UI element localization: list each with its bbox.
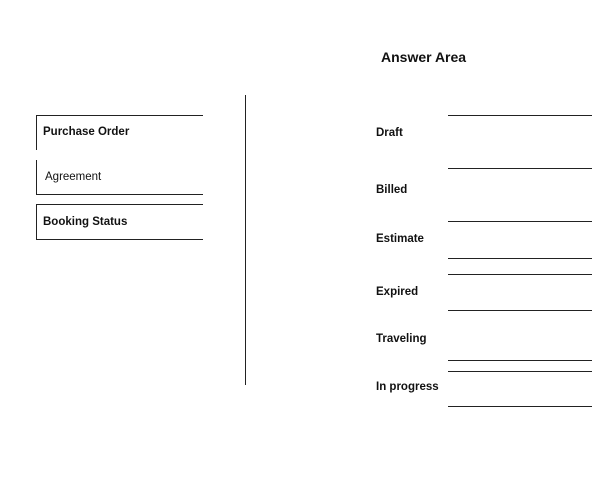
target-label-billed: Billed [376, 184, 408, 196]
source-item-label: Purchase Order [43, 126, 130, 138]
target-label-draft: Draft [376, 127, 403, 139]
drop-zone-top-border [448, 371, 592, 372]
drop-zone-draft[interactable] [448, 115, 592, 168]
box-bottom-border [37, 194, 203, 195]
drop-zone-billed[interactable] [448, 168, 592, 221]
drop-zone-in-progress[interactable] [448, 371, 592, 406]
box-top-border [37, 204, 203, 205]
drop-zone-top-border [448, 115, 592, 116]
box-bottom-border [37, 239, 203, 240]
drop-zone-bottom-border [448, 360, 592, 361]
target-label-traveling: Traveling [376, 333, 427, 345]
drop-zone-bottom-border [448, 406, 592, 407]
box-top-border [37, 115, 203, 116]
drop-zone-top-border [448, 274, 592, 275]
source-item-agreement[interactable] [36, 160, 203, 195]
target-label-in-progress: In progress [376, 381, 439, 393]
source-item-label: Booking Status [43, 216, 128, 228]
target-label-estimate: Estimate [376, 233, 424, 245]
drop-zone-expired[interactable] [448, 274, 592, 310]
drop-zone-traveling[interactable] [448, 310, 592, 360]
answer-area-title: Answer Area [381, 49, 467, 65]
source-item-label: Agreement [45, 171, 102, 183]
source-item-purchase-order[interactable] [36, 115, 203, 150]
drop-zone-estimate[interactable] [448, 221, 592, 258]
divider [245, 95, 246, 385]
target-label-expired: Expired [376, 286, 419, 298]
drop-zone-bottom-border [448, 258, 592, 259]
source-item-booking-status[interactable] [36, 204, 203, 240]
